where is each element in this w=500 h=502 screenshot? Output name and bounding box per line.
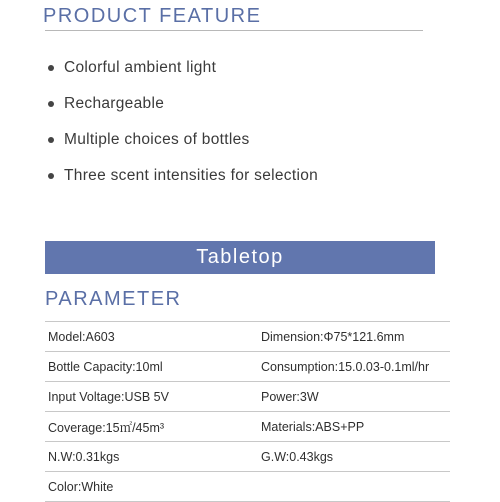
banner-label: Tabletop	[196, 246, 284, 268]
param-cell-right: G.W:0.43kgs	[261, 449, 334, 464]
feature-section-title: PRODUCT FEATURE	[43, 5, 262, 27]
feature-item	[46, 50, 318, 86]
feature-item-label: Rechargeable	[64, 95, 165, 112]
param-cell-right: Materials:ABS+PP	[261, 419, 365, 434]
feature-item-label: Three scent intensities for selection	[64, 167, 319, 184]
table-row	[45, 412, 450, 442]
param-cell-right: Consumption:15.0.03-0.1ml/hr	[261, 359, 430, 374]
feature-list	[46, 50, 318, 194]
feature-item-label: Multiple choices of bottles	[64, 131, 250, 148]
bullet-icon	[48, 173, 54, 179]
table-row	[45, 382, 450, 412]
param-cell-right: Dimension:Φ75*121.6mm	[261, 329, 405, 344]
bullet-icon	[48, 101, 54, 107]
feature-title-divider	[45, 30, 423, 31]
table-row	[45, 321, 450, 352]
table-row	[45, 472, 450, 502]
param-cell-left: Model:A603	[48, 329, 115, 344]
param-cell-left: Bottle Capacity:10ml	[48, 359, 163, 374]
param-cell-left: Color:White	[48, 479, 114, 494]
param-cell-right: Power:3W	[261, 389, 319, 404]
feature-item	[46, 86, 318, 122]
bullet-icon	[48, 65, 54, 71]
feature-item-label: Colorful ambient light	[64, 59, 217, 76]
table-row	[45, 442, 450, 472]
feature-item	[46, 158, 318, 194]
param-cell-left: Input Voltage:USB 5V	[48, 389, 169, 404]
bullet-icon	[48, 137, 54, 143]
parameter-section-title: PARAMETER	[45, 288, 182, 310]
param-cell-left: Coverage:15㎡/45m³	[48, 420, 165, 435]
parameter-table	[45, 321, 450, 502]
param-cell-left: N.W:0.31kgs	[48, 449, 120, 464]
feature-item	[46, 122, 318, 158]
tabletop-banner	[45, 241, 435, 274]
table-row	[45, 352, 450, 382]
